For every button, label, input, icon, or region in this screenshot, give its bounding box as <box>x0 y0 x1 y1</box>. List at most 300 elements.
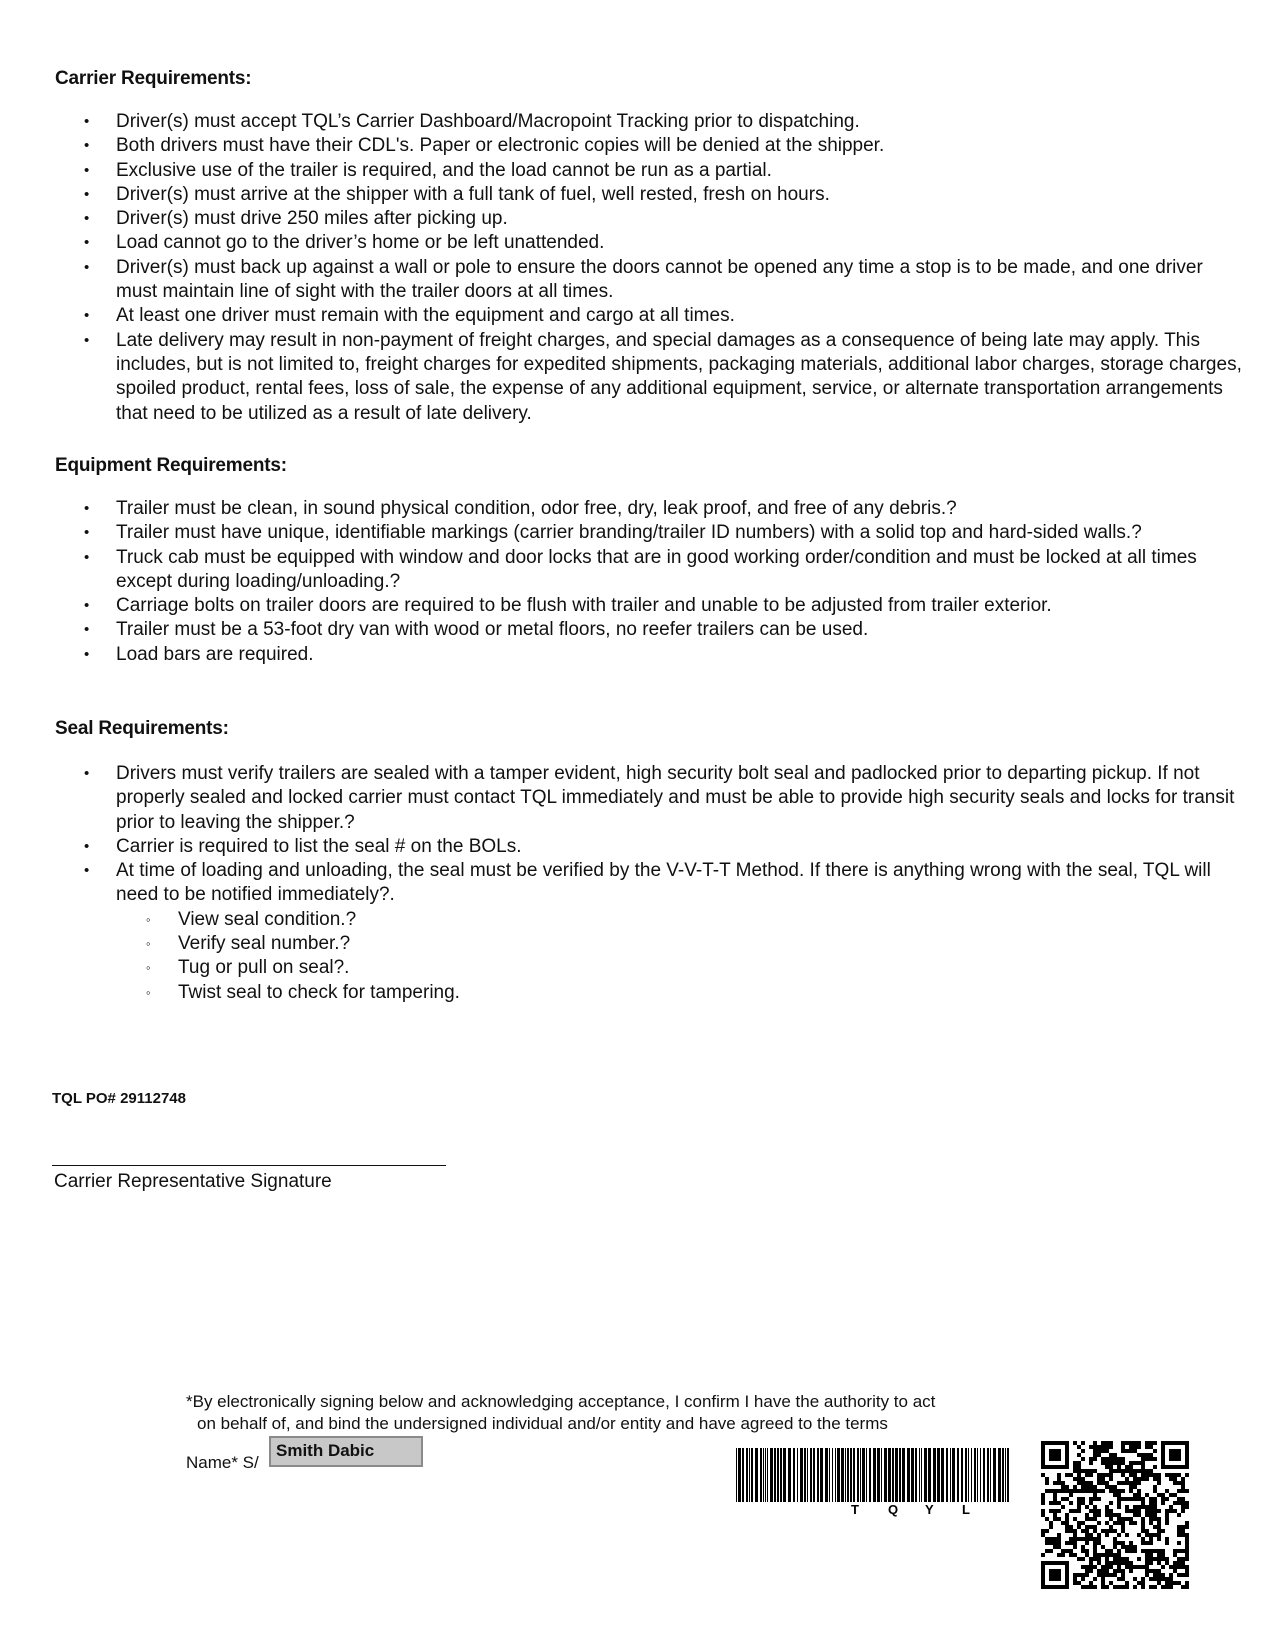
barcode-bar <box>783 1448 786 1502</box>
qr-module <box>1129 1549 1133 1553</box>
qr-module <box>1093 1553 1097 1557</box>
qr-module <box>1073 1441 1077 1445</box>
qr-module <box>1113 1489 1117 1493</box>
qr-module <box>1085 1573 1089 1577</box>
barcode-bar <box>774 1448 776 1502</box>
barcode-letter: Y <box>925 1502 934 1517</box>
qr-module <box>1045 1477 1049 1481</box>
qr-module <box>1093 1517 1097 1521</box>
qr-module <box>1085 1569 1089 1573</box>
barcode-bar <box>965 1448 967 1502</box>
qr-module <box>1117 1517 1121 1521</box>
qr-module <box>1173 1549 1177 1553</box>
qr-module <box>1101 1585 1105 1589</box>
qr-module <box>1105 1521 1109 1525</box>
qr-module <box>1065 1549 1069 1553</box>
qr-module <box>1105 1481 1109 1485</box>
qr-module <box>1185 1557 1189 1561</box>
qr-module <box>1121 1481 1125 1485</box>
qr-module <box>1133 1461 1137 1465</box>
qr-module <box>1161 1565 1165 1569</box>
qr-module <box>1129 1441 1133 1445</box>
qr-module <box>1121 1561 1125 1565</box>
qr-module <box>1049 1521 1053 1525</box>
qr-module <box>1077 1501 1081 1505</box>
qr-module <box>1145 1549 1149 1553</box>
qr-module <box>1089 1581 1093 1585</box>
qr-module <box>1097 1513 1101 1517</box>
qr-module <box>1141 1565 1145 1569</box>
qr-module <box>1185 1505 1189 1509</box>
qr-module <box>1089 1557 1093 1561</box>
qr-module <box>1149 1441 1153 1445</box>
qr-module <box>1177 1561 1181 1565</box>
qr-module <box>1089 1525 1093 1529</box>
barcode-bar <box>746 1448 748 1502</box>
qr-module <box>1041 1509 1045 1513</box>
signature-caption: Carrier Representative Signature <box>54 1171 332 1192</box>
qr-module <box>1129 1561 1133 1565</box>
qr-module <box>1117 1577 1121 1581</box>
qr-module <box>1153 1489 1157 1493</box>
qr-module <box>1109 1477 1113 1481</box>
qr-module <box>1101 1473 1105 1477</box>
qr-module <box>1145 1513 1149 1517</box>
qr-module <box>1093 1557 1097 1561</box>
qr-module <box>1177 1497 1181 1501</box>
barcode-bar <box>924 1448 927 1502</box>
barcode-bar <box>907 1448 910 1502</box>
qr-module <box>1069 1549 1073 1553</box>
qr-module <box>1157 1577 1161 1581</box>
barcode-bar <box>990 1448 991 1502</box>
barcode-bar <box>877 1448 880 1502</box>
qr-module <box>1057 1545 1061 1549</box>
qr-module <box>1097 1449 1101 1453</box>
qr-module <box>1089 1561 1093 1565</box>
qr-module <box>1113 1557 1117 1561</box>
barcode-bar <box>800 1448 803 1502</box>
qr-module <box>1161 1549 1165 1553</box>
qr-module <box>1065 1517 1069 1521</box>
qr-module <box>1073 1545 1077 1549</box>
qr-module <box>1125 1509 1129 1513</box>
qr-module <box>1109 1465 1113 1469</box>
qr-module <box>1185 1581 1189 1585</box>
qr-module <box>1105 1445 1109 1449</box>
barcode-bar <box>820 1448 823 1502</box>
qr-module <box>1129 1449 1133 1453</box>
barcode-bar <box>983 1448 985 1502</box>
qr-module <box>1181 1505 1185 1509</box>
qr-module <box>1069 1537 1073 1541</box>
qr-module <box>1153 1533 1157 1537</box>
qr-module <box>1157 1477 1161 1481</box>
qr-module <box>1073 1469 1077 1473</box>
qr-module <box>1185 1501 1189 1505</box>
qr-module <box>1149 1557 1153 1561</box>
qr-module <box>1113 1521 1117 1525</box>
qr-module <box>1181 1529 1185 1533</box>
qr-module <box>1125 1505 1129 1509</box>
qr-module <box>1077 1557 1081 1561</box>
qr-module <box>1121 1557 1125 1561</box>
qr-module <box>1097 1473 1101 1477</box>
barcode-bar <box>980 1448 981 1502</box>
qr-module <box>1073 1577 1077 1581</box>
qr-module <box>1101 1449 1105 1453</box>
qr-module <box>1169 1577 1173 1581</box>
qr-module <box>1089 1569 1093 1573</box>
barcode-bar <box>888 1448 891 1502</box>
barcode-bar <box>993 1448 996 1502</box>
legal-statement-line-1: *By electronically signing below and acknowledging acceptance, I confirm I have the authority to act <box>186 1392 936 1411</box>
qr-module <box>1085 1585 1089 1589</box>
qr-module <box>1173 1477 1177 1481</box>
barcode-bar <box>738 1448 741 1502</box>
qr-module <box>1169 1505 1173 1509</box>
qr-module <box>1113 1553 1117 1557</box>
qr-module <box>1121 1497 1125 1501</box>
qr-module <box>1085 1485 1089 1489</box>
qr-module <box>1081 1557 1085 1561</box>
qr-module <box>1101 1445 1105 1449</box>
barcode-bar <box>952 1448 955 1502</box>
qr-module <box>1097 1569 1101 1573</box>
barcode-bar <box>835 1448 836 1502</box>
barcode-bar <box>933 1448 936 1502</box>
list-item: • Driver(s) must arrive at the shipper with a full tank of fuel, well rested, fresh on hours. <box>56 183 1246 207</box>
qr-module <box>1041 1533 1045 1537</box>
qr-module <box>1105 1573 1109 1577</box>
qr-module <box>1041 1529 1045 1533</box>
barcode-bar <box>1005 1448 1006 1502</box>
qr-module <box>1113 1513 1117 1517</box>
qr-module <box>1057 1537 1061 1541</box>
qr-module <box>1177 1541 1181 1545</box>
qr-module <box>1117 1489 1121 1493</box>
qr-module <box>1157 1533 1161 1537</box>
qr-module <box>1069 1509 1073 1513</box>
qr-module <box>1045 1489 1049 1493</box>
qr-module <box>1041 1513 1045 1517</box>
qr-module <box>1053 1489 1057 1493</box>
qr-module <box>1069 1541 1073 1545</box>
qr-module <box>1117 1533 1121 1537</box>
qr-module <box>1057 1489 1061 1493</box>
qr-module <box>1173 1473 1177 1477</box>
qr-module <box>1089 1565 1093 1569</box>
qr-module <box>1133 1481 1137 1485</box>
qr-module <box>1065 1473 1069 1477</box>
qr-module <box>1133 1545 1137 1549</box>
po-number: TQL PO# 29112748 <box>52 1090 186 1107</box>
qr-module <box>1117 1513 1121 1517</box>
barcode-bar <box>937 1448 940 1502</box>
qr-module <box>1105 1449 1109 1453</box>
qr-module <box>1129 1565 1133 1569</box>
qr-module <box>1077 1581 1081 1585</box>
qr-module <box>1065 1541 1069 1545</box>
qr-module <box>1157 1517 1161 1521</box>
qr-module <box>1105 1473 1109 1477</box>
qr-module <box>1181 1525 1185 1529</box>
qr-module <box>1065 1513 1069 1517</box>
barcode-bar <box>736 1448 737 1502</box>
barcode-bar <box>751 1448 753 1502</box>
barcode-bar <box>845 1448 846 1502</box>
qr-module <box>1173 1509 1177 1513</box>
qr-module <box>1153 1465 1157 1469</box>
qr-module <box>1121 1473 1125 1477</box>
barcode-bar <box>765 1448 766 1502</box>
qr-module <box>1121 1521 1125 1525</box>
qr-module <box>1077 1473 1081 1477</box>
qr-module <box>1109 1473 1113 1477</box>
qr-module <box>1097 1489 1101 1493</box>
qr-module <box>1093 1525 1097 1529</box>
qr-module <box>1105 1505 1109 1509</box>
qr-module <box>1077 1573 1081 1577</box>
qr-module <box>1129 1569 1133 1573</box>
qr-module <box>1073 1465 1077 1469</box>
seal-requirements-list <box>56 762 1246 1005</box>
qr-module <box>1105 1549 1109 1553</box>
qr-module <box>1129 1489 1133 1493</box>
qr-module <box>1117 1569 1121 1573</box>
qr-module <box>1177 1533 1181 1537</box>
barcode-bar <box>869 1448 871 1502</box>
qr-module <box>1097 1445 1101 1449</box>
qr-module <box>1129 1521 1133 1525</box>
qr-module <box>1157 1525 1161 1529</box>
qr-module <box>1125 1557 1129 1561</box>
qr-module <box>1113 1569 1117 1573</box>
qr-module <box>1141 1517 1145 1521</box>
qr-module <box>1073 1489 1077 1493</box>
qr-module <box>1137 1445 1141 1449</box>
qr-module <box>1185 1521 1189 1525</box>
qr-module <box>1049 1549 1053 1553</box>
qr-module <box>1133 1513 1137 1517</box>
barcode-bar <box>971 1448 972 1502</box>
qr-module <box>1041 1501 1045 1505</box>
qr-module <box>1133 1477 1137 1481</box>
qr-module <box>1181 1477 1185 1481</box>
qr-module <box>1053 1537 1057 1541</box>
qr-module <box>1065 1525 1069 1529</box>
qr-module <box>1145 1553 1149 1557</box>
qr-module <box>1153 1477 1157 1481</box>
qr-module <box>1073 1573 1077 1577</box>
qr-module <box>1097 1541 1101 1545</box>
qr-module <box>1185 1573 1189 1577</box>
qr-module <box>1153 1449 1157 1453</box>
qr-module <box>1137 1497 1141 1501</box>
qr-module <box>1157 1569 1161 1573</box>
qr-module <box>1057 1477 1061 1481</box>
qr-module <box>1153 1557 1157 1561</box>
qr-module <box>1117 1505 1121 1509</box>
qr-module <box>1093 1449 1097 1453</box>
qr-module <box>1181 1485 1185 1489</box>
list-item: • Trailer must have unique, identifiable markings (carrier branding/trailer ID numbers) with a solid top and hard-sided walls.? <box>56 521 1246 545</box>
qr-module <box>1101 1457 1105 1461</box>
qr-module <box>1121 1457 1125 1461</box>
qr-module <box>1121 1489 1125 1493</box>
qr-module <box>1137 1509 1141 1513</box>
qr-module <box>1117 1481 1121 1485</box>
qr-module <box>1121 1517 1125 1521</box>
qr-module <box>1125 1565 1129 1569</box>
qr-module <box>1077 1537 1081 1541</box>
qr-module <box>1177 1549 1181 1553</box>
qr-module <box>1113 1485 1117 1489</box>
qr-module <box>1169 1493 1173 1497</box>
qr-module <box>1093 1549 1097 1553</box>
qr-module <box>1165 1497 1169 1501</box>
qr-module <box>1145 1573 1149 1577</box>
qr-module <box>1157 1521 1161 1525</box>
qr-module <box>1085 1517 1089 1521</box>
list-item: • Driver(s) must drive 250 miles after picking up. <box>56 207 1246 231</box>
qr-module <box>1105 1561 1109 1565</box>
qr-module <box>1109 1565 1113 1569</box>
qr-module <box>1177 1473 1181 1477</box>
qr-module <box>1093 1453 1097 1457</box>
qr-module <box>1169 1573 1173 1577</box>
barcode-bar <box>837 1448 840 1502</box>
qr-module <box>1113 1457 1117 1461</box>
qr-module <box>1185 1533 1189 1537</box>
qr-module <box>1049 1501 1053 1505</box>
equipment-requirements-heading: Equipment Requirements: <box>55 455 287 476</box>
qr-module <box>1137 1469 1141 1473</box>
barcode-bar <box>788 1448 791 1502</box>
barcode-bar <box>862 1448 865 1502</box>
qr-module <box>1089 1585 1093 1589</box>
qr-module <box>1161 1557 1165 1561</box>
qr-module <box>1057 1553 1061 1557</box>
barcode-bar <box>804 1448 806 1502</box>
qr-module <box>1117 1553 1121 1557</box>
qr-module <box>1129 1461 1133 1465</box>
qr-module <box>1125 1549 1129 1553</box>
qr-module <box>1073 1533 1077 1537</box>
qr-module <box>1081 1573 1085 1577</box>
qr-module <box>1125 1545 1129 1549</box>
qr-module <box>1057 1517 1061 1521</box>
qr-module <box>1133 1445 1137 1449</box>
qr-module <box>1141 1473 1145 1477</box>
qr-module <box>1109 1461 1113 1465</box>
qr-module <box>1105 1441 1109 1445</box>
qr-module <box>1041 1493 1045 1497</box>
qr-module <box>1093 1513 1097 1517</box>
barcode-bar <box>977 1448 978 1502</box>
qr-module <box>1145 1533 1149 1537</box>
qr-module <box>1109 1509 1113 1513</box>
qr-module <box>1105 1465 1109 1469</box>
list-item: • At least one driver must remain with the equipment and cargo at all times. <box>56 304 1246 328</box>
qr-module <box>1141 1477 1145 1481</box>
qr-module <box>1085 1553 1089 1557</box>
qr-module <box>1105 1569 1109 1573</box>
barcode-bar <box>777 1448 779 1502</box>
barcode-bar <box>817 1448 819 1502</box>
qr-module <box>1105 1485 1109 1489</box>
qr-module <box>1077 1509 1081 1513</box>
qr-module <box>1049 1489 1053 1493</box>
qr-module <box>1085 1473 1089 1477</box>
qr-module <box>1109 1513 1113 1517</box>
qr-module <box>1137 1461 1141 1465</box>
qr-module <box>1133 1441 1137 1445</box>
qr-module <box>1053 1513 1057 1517</box>
qr-module <box>1177 1513 1181 1517</box>
qr-module <box>1177 1557 1181 1561</box>
qr-module <box>1125 1585 1129 1589</box>
qr-module <box>1161 1497 1165 1501</box>
qr-module <box>1073 1541 1077 1545</box>
qr-module <box>1109 1525 1113 1529</box>
qr-module <box>1149 1561 1153 1565</box>
qr-module <box>1089 1537 1093 1541</box>
name-signature-field[interactable]: Smith Dabic <box>269 1436 423 1467</box>
qr-module <box>1181 1481 1185 1485</box>
qr-module <box>1113 1453 1117 1457</box>
carrier-requirements-list <box>56 110 1246 426</box>
qr-module <box>1157 1557 1161 1561</box>
qr-module <box>1145 1505 1149 1509</box>
qr-module <box>1173 1493 1177 1497</box>
qr-module <box>1113 1585 1117 1589</box>
qr-module <box>1089 1497 1093 1501</box>
qr-module <box>1125 1497 1129 1501</box>
qr-module <box>1181 1497 1185 1501</box>
qr-module <box>1141 1505 1145 1509</box>
qr-module <box>1153 1573 1157 1577</box>
barcode-bar <box>847 1448 849 1502</box>
qr-module <box>1177 1565 1181 1569</box>
qr-module <box>1141 1521 1145 1525</box>
qr-module <box>1125 1469 1129 1473</box>
qr-module <box>1061 1521 1065 1525</box>
barcode-bar <box>881 1448 882 1502</box>
qr-module <box>1177 1501 1181 1505</box>
qr-module <box>1093 1545 1097 1549</box>
qr-module <box>1101 1489 1105 1493</box>
qr-module <box>1121 1545 1125 1549</box>
qr-module <box>1049 1541 1053 1545</box>
qr-module <box>1173 1565 1177 1569</box>
qr-module <box>1061 1505 1065 1509</box>
qr-module <box>1153 1549 1157 1553</box>
qr-module <box>1121 1577 1125 1581</box>
qr-module <box>1121 1441 1125 1445</box>
qr-module <box>1101 1481 1105 1485</box>
qr-module <box>1137 1533 1141 1537</box>
qr-module <box>1093 1577 1097 1581</box>
qr-module <box>1097 1557 1101 1561</box>
qr-module <box>1165 1557 1169 1561</box>
qr-module <box>1081 1585 1085 1589</box>
qr-module <box>1109 1469 1113 1473</box>
qr-module <box>1133 1565 1137 1569</box>
qr-module <box>1185 1553 1189 1557</box>
qr-module <box>1101 1581 1105 1585</box>
qr-module <box>1141 1457 1145 1461</box>
